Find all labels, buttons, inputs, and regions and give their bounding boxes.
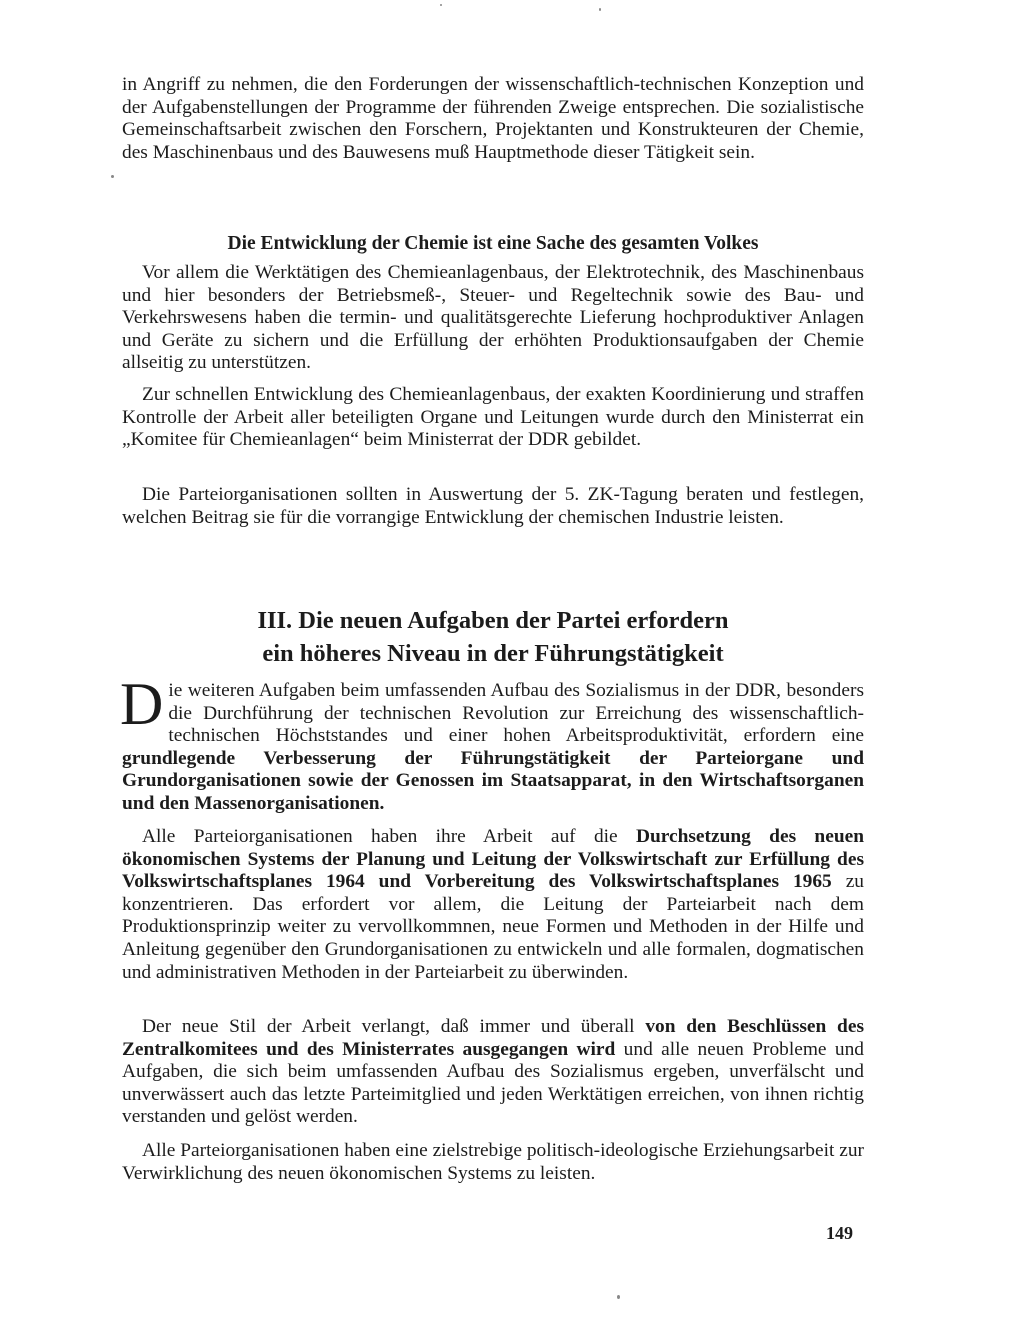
- chapter-paragraph-3-text-b: und alle neuen Probleme und Aufgaben, die sich beim umfassenden Aufbau des Sozialismus ergeben, unverfälscht und unverwässert auch das letzte Parteimitglied und jeden Werktätigen erreichen, von ihnen richtig verstanden und gelöst werden.: [122, 1038, 865, 1128]
- chapter-paragraph-3: [122, 1016, 864, 1129]
- page-number: 149: [826, 1223, 853, 1243]
- chapter-paragraph-3-text-a: Der neue Stil der Arbeit verlangt, daß immer und überall: [142, 1016, 646, 1037]
- chapter-paragraph-2-text-a: Alle Parteiorganisationen haben ihre Arbeit auf die: [142, 826, 636, 847]
- chapter-paragraph-2: [122, 826, 864, 984]
- chemie-paragraph-3: Die Parteiorganisationen sollten in Auswertung der 5. ZK-Tagung beraten und festlegen, welchen Beitrag sie für die vorrangige Entwicklung der chemischen Industrie leisten.: [122, 484, 864, 528]
- scan-speck: [617, 1295, 620, 1299]
- scan-speck: [111, 175, 114, 178]
- chemie-paragraph-2: Zur schnellen Entwicklung des Chemieanlagenbaus, der exakten Koordinierung und straffen Kontrolle der Arbeit aller beteiligten Organe und Leitungen wurde durch den Ministerrat ein „Komitee für Chemieanlagen“ beim Ministerrat der DDR gebildet.: [122, 384, 864, 451]
- chapter-paragraph-2-text-b: zu konzentrieren. Das erfordert vor allem, die Leitung der Parteiarbeit nach dem Produktionsprinzip weiter zu vervollkommnen, neue Formen und Methoden in der Hilfe und Anleitung gegenüber den Grundorganisationen zu entwickeln und alle formalen, dogmatischen und administrativen Methoden in der Parteiarbeit zu überwinden.: [122, 871, 865, 983]
- chapter-paragraph-1-text: ie weiteren Aufgaben beim umfassenden Aufbau des Sozialismus in der DDR, besonders die Durchführung der technischen Revolution zur Erreichung des wissenschaftlich-technischen Höchststandes und einer hohen Arbeitsproduktivität, erfordern eine: [168, 680, 864, 747]
- chapter-paragraph-3-emphasis: von den Beschlüssen des Zentralkomitees und des Ministerrates ausgegangen wird: [122, 1016, 864, 1060]
- chapter-paragraph-1: [120, 671, 864, 816]
- section-heading-chemie: Die Entwicklung der Chemie ist eine Sache des gesamten Volkes: [227, 233, 759, 254]
- chapter-paragraph-2-emphasis: Durchsetzung des neuen ökonomischen Systems der Planung und Leitung der Volkswirtschaft zur Erfüllung des Volkswirtschaftsplanes 1964 und Vorbereitung des Volkswirtschaftsplanes 1965: [122, 826, 864, 893]
- scan-speck: [599, 8, 601, 11]
- scan-speck: [440, 4, 442, 6]
- chapter-heading-line1: III. Die neuen Aufgaben der Partei erfordern: [257, 607, 729, 634]
- chapter-heading-line2: ein höheres Niveau in der Führungstätigkeit: [262, 640, 724, 667]
- chapter-paragraph-4: Alle Parteiorganisationen haben eine zielstrebige politisch-ideologische Erziehungsarbeit zur Verwirklichung des neuen ökonomischen Systems zu leisten.: [122, 1140, 864, 1184]
- intro-paragraph: in Angriff zu nehmen, die den Forderungen der wissenschaftlich-technischen Konzeption und der Aufgabenstellungen der Programme der führenden Zweige entsprechen. Die sozialistische Gemeinschaftsarbeit zwischen den Forschern, Projektanten und Konstrukteuren der Chemie, des Maschinenbaus und des Bauwesens muß Hauptmethode dieser Tätigkeit sein.: [122, 74, 864, 163]
- chemie-paragraph-1: Vor allem die Werktätigen des Chemieanlagenbaus, der Elektrotechnik, des Maschinenbaus und hier besonders der Betriebsmeß-, Steuer- und Regeltechnik sowie des Bau- und Verkehrswesens haben die termin- und qualitätsgerechte Lieferung hochproduktiver Anlagen und Geräte zu sichern und die Erfüllung der erhöhten Produktionsaufgaben der Chemie allseitig zu unterstützen.: [122, 262, 864, 374]
- drop-cap: D: [120, 671, 164, 737]
- chapter-paragraph-1-emphasis: grundlegende Verbesserung der Führungstätigkeit der Parteiorgane und Grundorganisationen sowie der Genossen im Staatsapparat, in den Wirtschaftsorganen und den Massenorganisationen.: [122, 747, 864, 814]
